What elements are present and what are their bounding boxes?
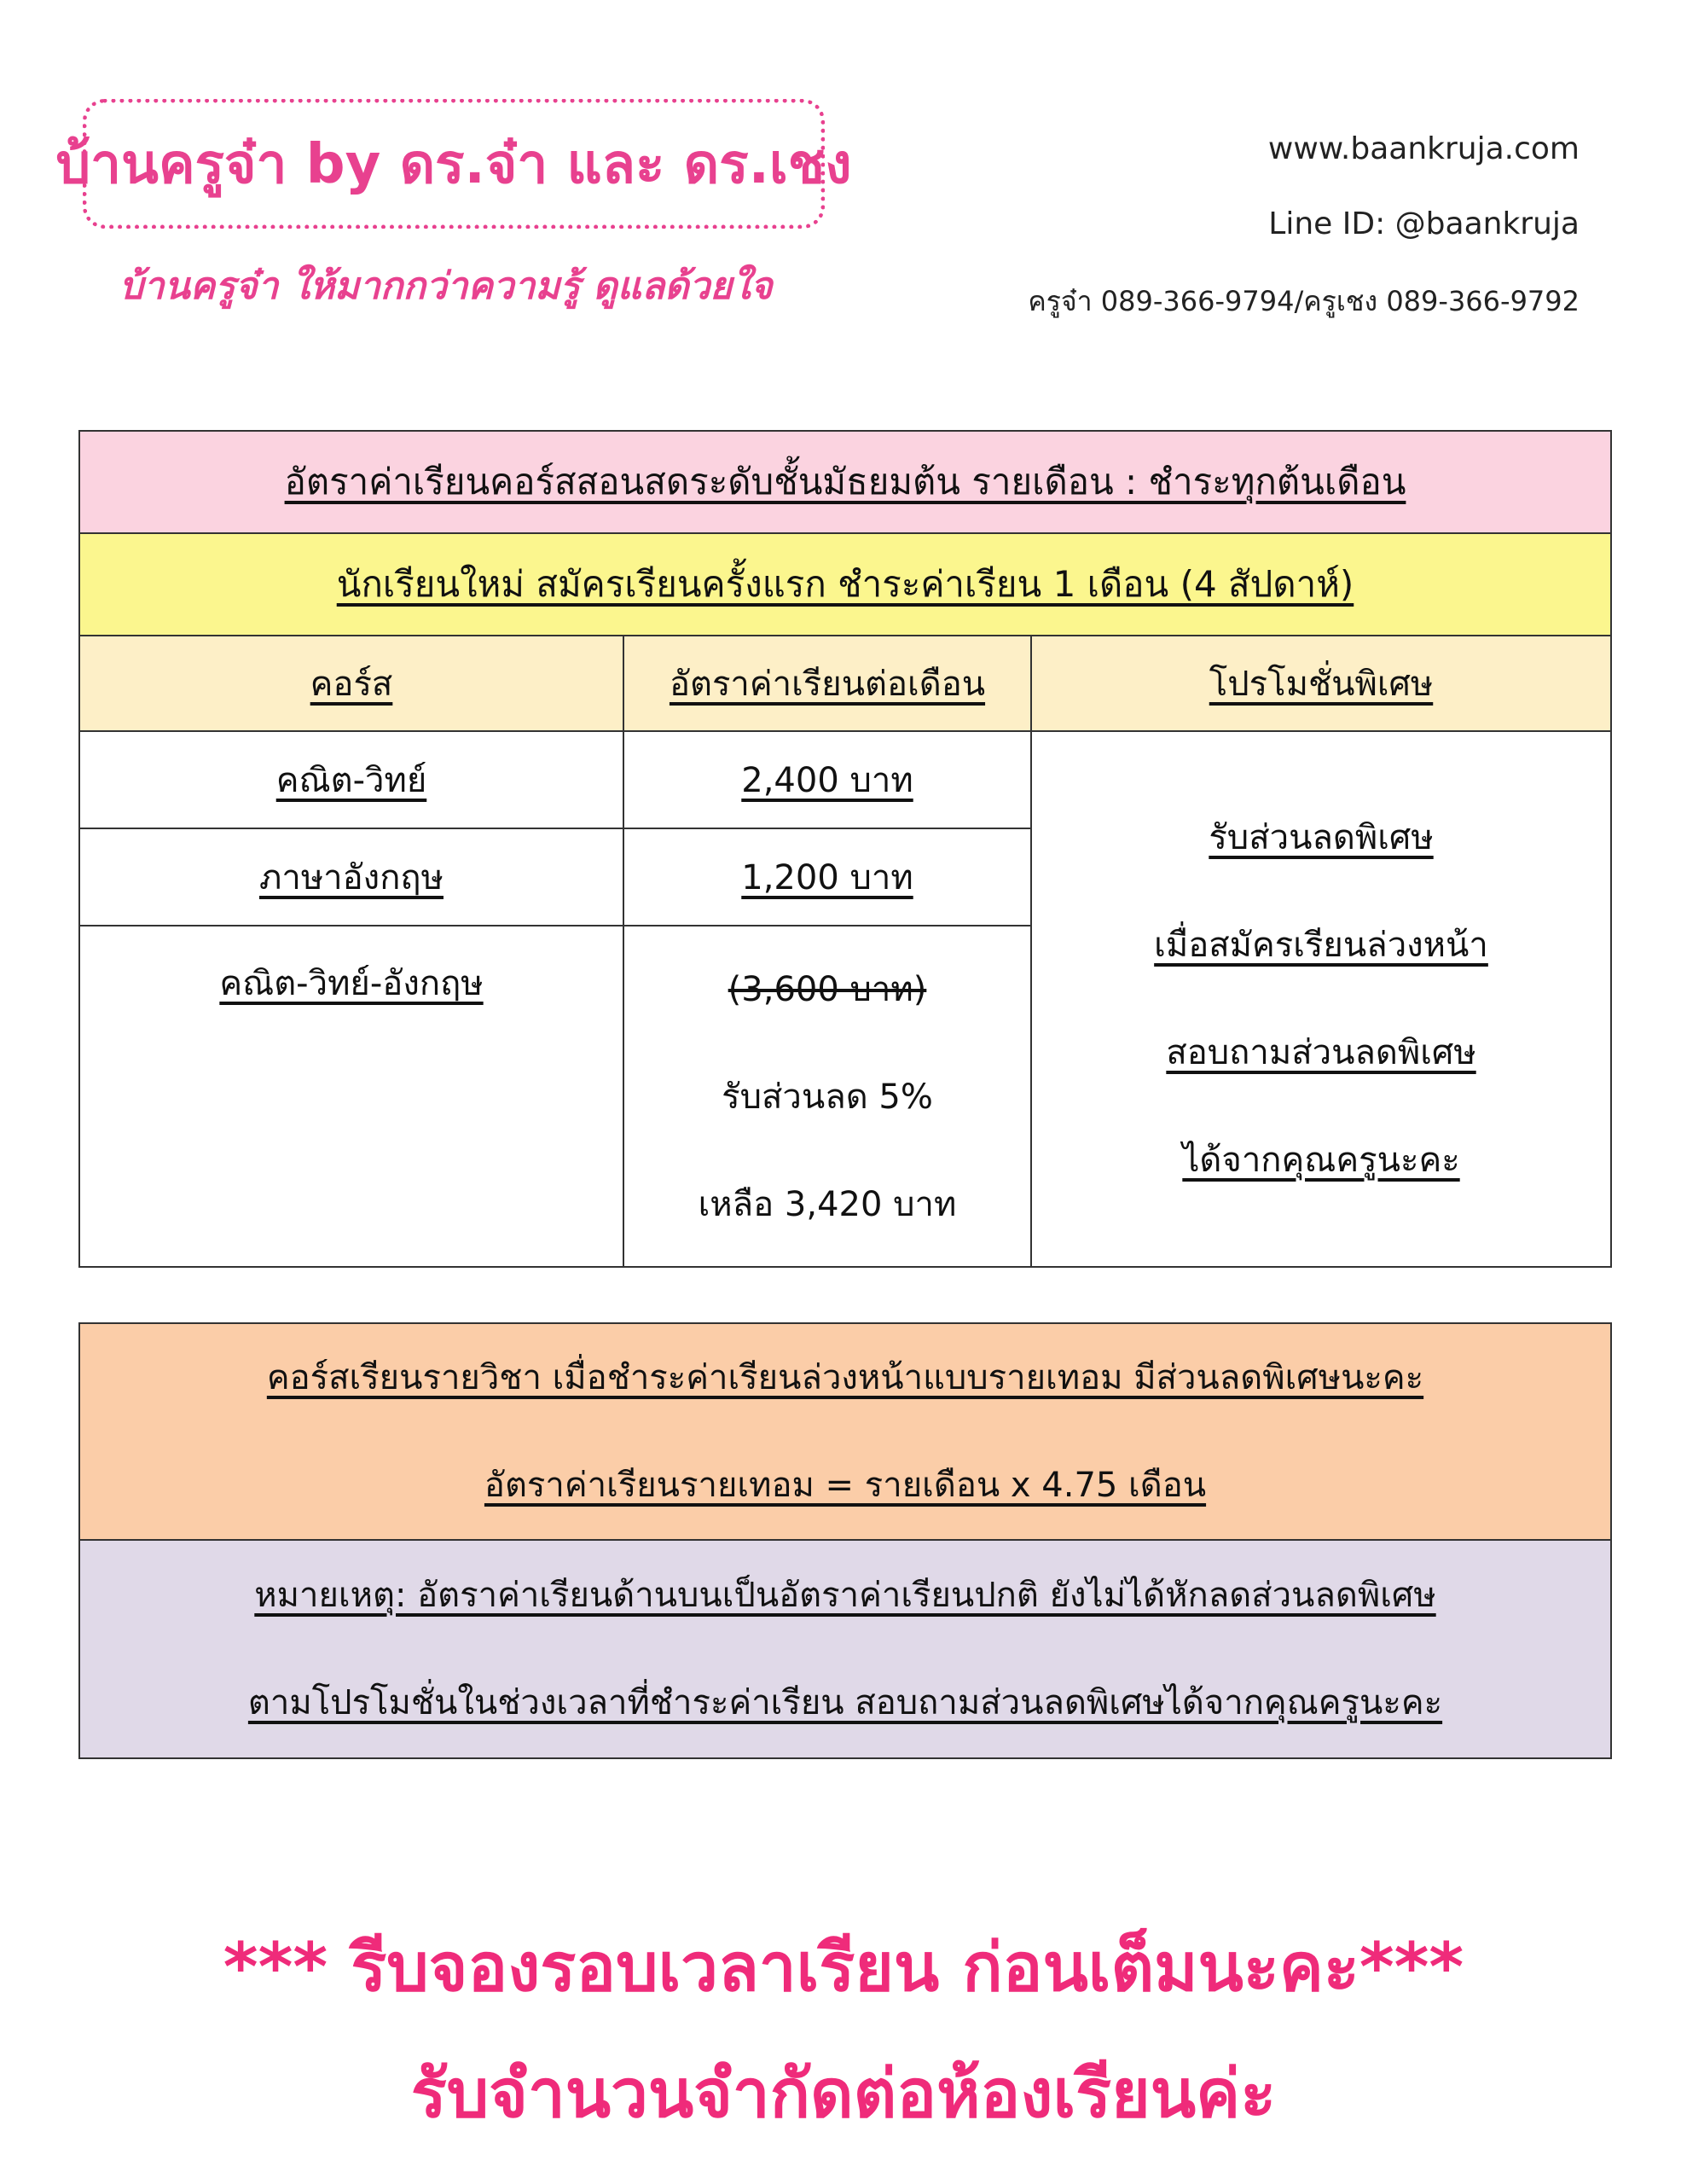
column-header-price: อัตราค่าเรียนต่อเดือน — [669, 665, 986, 704]
rate-subtitle-row — [79, 533, 1611, 636]
course-name: คณิต-วิทย์-อังกฤษ — [219, 964, 484, 1003]
discounted-price: เหลือ 3,420 บาท — [698, 1185, 957, 1224]
line-id: Line ID: @baankruja — [1268, 206, 1580, 241]
promo-line: เมื่อสมัครเรียนล่วงหน้า — [1154, 926, 1488, 965]
term-table — [78, 1322, 1612, 1759]
original-price: (3,600 บาท) — [728, 970, 927, 1009]
rate-title-row — [79, 431, 1611, 533]
brand-slogan: บ้านครูจ๋า ให้มากกว่าความรู้ ดูแลด้วยใจ — [119, 264, 773, 308]
note-line: ตามโปรโมชั่นในช่วงเวลาที่ชำระค่าเรียน สอบถามส่วนลดพิเศษได้จากคุณครูนะคะ — [247, 1683, 1443, 1722]
note-line: หมายเหตุ: อัตราค่าเรียนด้านบนเป็นอัตราค่าเรียนปกติ ยังไม่ได้หักลดส่วนลดพิเศษ — [254, 1576, 1436, 1615]
course-name: ภาษาอังกฤษ — [258, 858, 443, 897]
column-header-promo: โปรโมชั่นพิเศษ — [1209, 665, 1434, 704]
course-name: คณิต-วิทย์ — [275, 761, 427, 800]
website-link[interactable]: www.baankruja.com — [1267, 131, 1580, 166]
column-header-row — [79, 636, 1611, 731]
brand-box — [55, 99, 852, 229]
column-header-course: คอร์ส — [310, 665, 393, 704]
term-info-row — [79, 1323, 1611, 1540]
table-row — [79, 731, 1611, 828]
promo-line: สอบถามส่วนลดพิเศษ — [1166, 1033, 1476, 1072]
phone-numbers: ครูจ๋า 089-366-9794/ครูเชง 089-366-9792 — [1028, 285, 1580, 317]
term-info-line: คอร์สเรียนรายวิชา เมื่อชำระค่าเรียนล่วงหน้าแบบรายเทอม มีส่วนลดพิเศษนะคะ — [266, 1358, 1424, 1397]
cta-limited-seats: รับจำนวนจำกัดต่อห้องเรียนค่ะ — [410, 2056, 1277, 2133]
course-price: 1,200 บาท — [741, 858, 913, 897]
brand-title: บ้านครูจ๋า by ดร.จ๋า และ ดร.เชง — [55, 133, 852, 196]
rate-title: อัตราค่าเรียนคอร์สสอนสดระดับชั้นมัธยมต้น รายเดือน : ชำระทุกต้นเดือน — [284, 461, 1406, 502]
term-formula: อัตราค่าเรียนรายเทอม = รายเดือน x 4.75 เดือน — [484, 1466, 1207, 1505]
rate-table — [78, 430, 1612, 1268]
promo-line: ได้จากคุณครูนะคะ — [1182, 1141, 1460, 1180]
cta-booking: *** รีบจองรอบเวลาเรียน ก่อนเต็มนะคะ*** — [223, 1930, 1464, 2007]
discount-label: รับส่วนลด 5% — [722, 1077, 933, 1117]
promo-line: รับส่วนลดพิเศษ — [1209, 818, 1434, 857]
course-price: 2,400 บาท — [741, 761, 913, 800]
promo-cell — [1031, 731, 1611, 1267]
rate-subtitle: นักเรียนใหม่ สมัครเรียนครั้งแรก ชำระค่าเรียน 1 เดือน (4 สัปดาห์) — [336, 563, 1354, 605]
note-row — [79, 1540, 1611, 1758]
